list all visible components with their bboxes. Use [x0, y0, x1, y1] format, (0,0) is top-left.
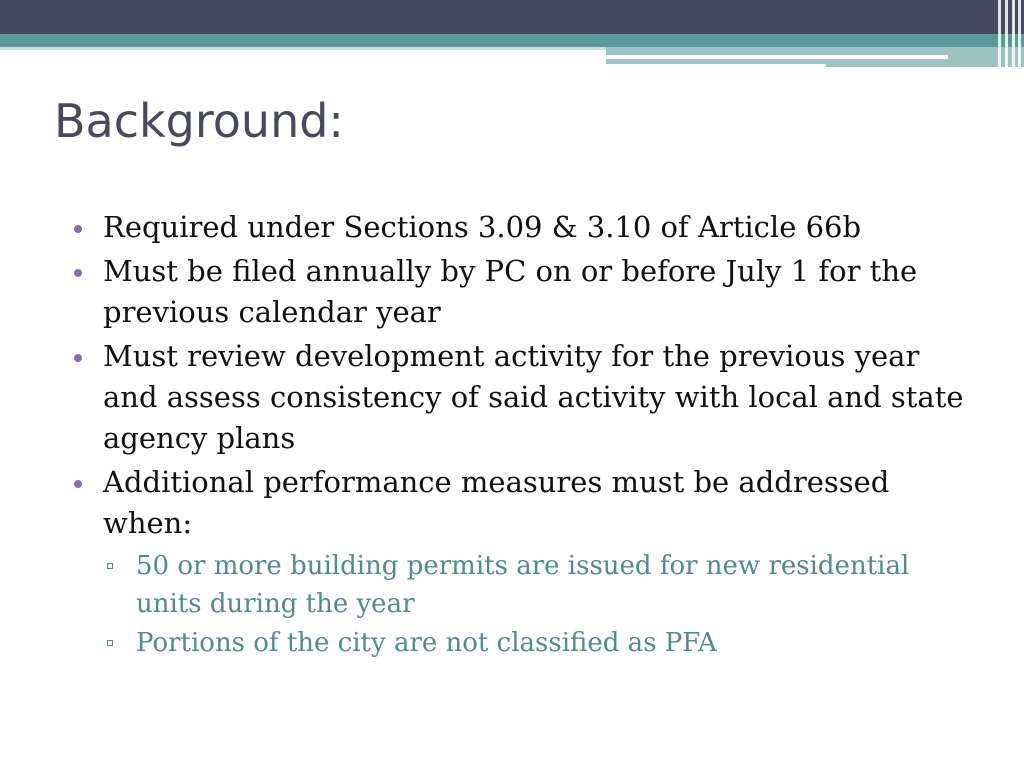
bullet-dot-icon — [74, 225, 82, 233]
bullet-item — [74, 251, 974, 333]
sub-bullet-item — [103, 547, 974, 623]
sub-bullet-text: Portions of the city are not classified as PFA — [136, 628, 717, 658]
sub-bullet-text: 50 or more building permits are issued for new residential units during the year — [136, 551, 910, 619]
bullet-text: Required under Sections 3.09 & 3.10 of Article 66b — [103, 210, 862, 244]
bullet-text: Additional performance measures must be addressed when: — [103, 465, 890, 540]
sub-bullet-item — [103, 624, 974, 662]
bullet-item — [74, 462, 974, 544]
header-band-light — [0, 47, 606, 50]
bullet-dot-icon — [74, 354, 82, 362]
square-bullet-icon — [107, 563, 113, 569]
bullet-text: Must be filed annually by PC on or before July 1 for the previous calendar year — [103, 254, 918, 329]
bullet-text: Must review development activity for the previous year and assess consistency of said activity with local and state agency plans — [103, 339, 964, 455]
bullet-dot-icon — [74, 480, 82, 488]
bullet-item — [74, 336, 974, 459]
header-band-dark — [0, 0, 1024, 34]
bullet-list — [74, 207, 974, 663]
bullet-dot-icon — [74, 269, 82, 277]
header-band-right-line — [606, 64, 826, 67]
slide-title: Background: — [54, 94, 344, 148]
header-band-right-line — [606, 55, 948, 59]
square-bullet-icon — [107, 640, 113, 646]
bullet-item — [74, 207, 974, 248]
header-band-teal — [0, 34, 1024, 47]
header-edge-stripes — [994, 0, 1024, 68]
sub-bullet-list — [103, 547, 974, 662]
